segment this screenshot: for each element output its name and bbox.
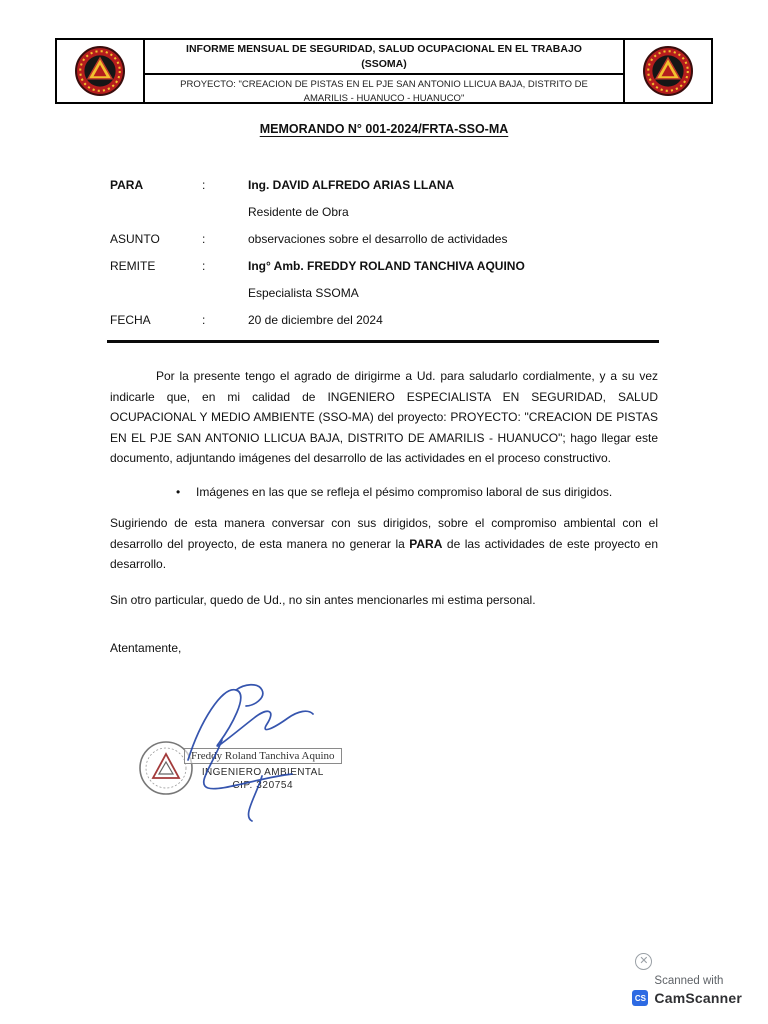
signature-scribble: [166, 680, 356, 830]
paragraph-suggestion-before: Sugiriendo de esta manera conversar con sus dirigidos, sobre el compromiso ambiental con el desarrollo del proyecto, de esta manera no generar la: [110, 516, 658, 551]
field-colon: [202, 203, 248, 221]
field-value: 20 de diciembre del 2024: [248, 313, 383, 327]
paragraph-farewell: Sin otro particular, quedo de Ud., no sin antes mencionarles mi estima personal.: [110, 592, 536, 607]
signature-block: [138, 686, 378, 836]
header-title-line2: (SSOMA): [361, 57, 407, 70]
camscanner-watermark: [632, 953, 742, 1006]
field-row-fecha: [110, 311, 658, 329]
field-value: Ing° Amb. FREDDY ROLAND TANCHIVA AQUINO: [248, 259, 525, 273]
header-title-line1: INFORME MENSUAL DE SEGURIDAD, SALUD OCUPACIONAL EN EL TRABAJO: [186, 43, 582, 55]
field-label: [110, 203, 202, 221]
header-center: [145, 40, 623, 105]
section-divider: [107, 340, 659, 343]
stamp-title: INGENIERO AMBIENTAL: [201, 766, 324, 778]
closing-text: Atentamente,: [110, 641, 182, 655]
camscanner-brand-name: CamScanner: [654, 990, 742, 1006]
bullet-text: Imágenes en las que se refleja el pésimo compromiso laboral de sus dirigidos.: [196, 484, 613, 499]
memo-fields: [110, 176, 658, 338]
paragraph-suggestion: [110, 513, 658, 575]
field-value: Ing. DAVID ALFREDO ARIAS LLANA: [248, 178, 455, 192]
paragraph-suggestion-bold: PARA: [409, 536, 443, 551]
field-row-para: [110, 176, 658, 194]
field-label: PARA: [110, 178, 144, 192]
field-value: observaciones sobre el desarrollo de actividades: [248, 232, 508, 246]
field-colon: :: [202, 313, 206, 327]
field-value: Residente de Obra: [248, 205, 349, 219]
header-logo-cell-left: [57, 40, 145, 102]
field-colon: :: [202, 232, 206, 246]
paragraph-suggestion-after: de las actividades de este proyecto en desarrollo.: [110, 536, 658, 571]
field-colon: :: [202, 259, 206, 273]
field-label: [110, 284, 202, 302]
field-row-remite: [110, 257, 658, 275]
organization-logo-icon: [643, 46, 693, 96]
stamp-cip: CIP. 320754: [232, 779, 294, 791]
field-label: REMITE: [110, 259, 156, 273]
paragraph-intro: Por la presente tengo el agrado de dirigirme a Ud. para saludarlo cordialmente, y a su vez indicarle que, en mi calidad de INGENIERO ESPECIALISTA EN SEGURIDAD, SALUD OCUPACIONAL Y MEDIO AMBIENTE (SSO-MA) del proyecto: PROYECTO: "CREACION DE PISTAS EN EL PJE SAN ANTONIO LLICUA BAJA, DISTRITO DE AMARILIS - HUANUCO"; hago llegar este documento, adjuntando imágenes del desarrollo de las actividades en el proceso constructivo.: [110, 369, 658, 465]
field-row-asunto: [110, 230, 658, 248]
scanned-with-label: Scanned with: [654, 975, 724, 987]
field-colon: [202, 284, 248, 302]
memo-title: MEMORANDO N° 001-2024/FRTA-SSO-MA: [259, 122, 509, 136]
field-label: ASUNTO: [110, 232, 160, 246]
header-logo-cell-right: [623, 40, 711, 102]
header-project: PROYECTO: "CREACION DE PISTAS EN EL PJE SAN ANTONIO LLICUA BAJA, DISTRITO DE AMARILIS - HUANUCO - HUANUCO": [180, 79, 588, 105]
field-value: Especialista SSOMA: [248, 286, 359, 300]
camscanner-badge[interactable]: [632, 990, 742, 1006]
field-row-remite-cont: [110, 284, 658, 302]
header-title: [145, 40, 623, 75]
bullet-icon: •: [176, 484, 181, 499]
field-row-para-cont: [110, 203, 658, 221]
letter-body: [110, 366, 658, 659]
field-label: FECHA: [110, 313, 151, 327]
organization-logo-icon: [75, 46, 125, 96]
close-icon[interactable]: ✕: [635, 953, 652, 970]
camscanner-logo-icon: CS: [632, 990, 648, 1006]
bullet-item: [110, 482, 658, 503]
field-colon: :: [202, 178, 206, 192]
header-table: [55, 38, 713, 104]
stamp-name: Freddy Roland Tanchiva Aquino: [184, 748, 342, 764]
